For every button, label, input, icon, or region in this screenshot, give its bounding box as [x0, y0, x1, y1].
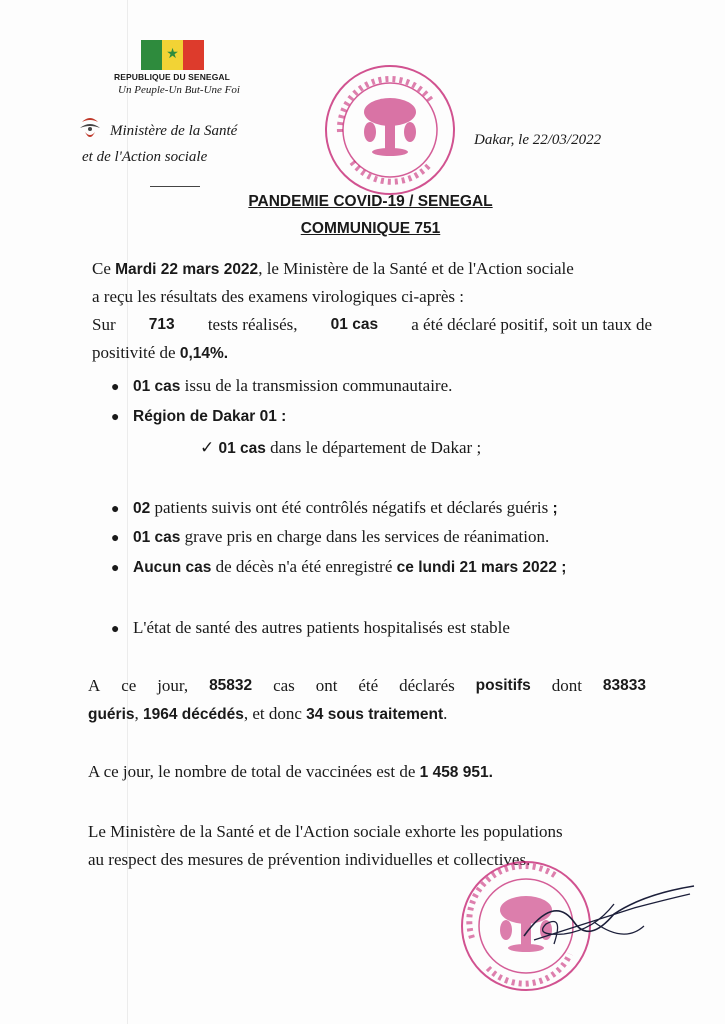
totals-paragraph — [88, 672, 646, 729]
totals-line-1: A ce jour, 85832 cas ont été déclarés positifs dont 83833 — [88, 672, 646, 700]
checkmark-icon: ✓ — [200, 438, 215, 457]
official-stamp-top — [322, 62, 458, 198]
communique-number: COMMUNIQUE 751 — [300, 220, 441, 237]
intro-date: Mardi 22 mars 2022 — [115, 261, 259, 278]
bullet-deaths: ● Aucun cas de décès n'a été enregistré ce lundi 21 mars 2022 ; — [111, 557, 567, 576]
document-title: PANDEMIE COVID-19 / SENEGAL — [248, 193, 493, 210]
ministry-name — [82, 118, 238, 170]
bullet-icon: ● — [111, 561, 120, 576]
republic-label: REPUBLIQUE DU SENEGAL — [114, 72, 230, 82]
ministry-name-line1: Ministère de la Santé — [110, 123, 238, 139]
flag-red-band — [183, 40, 204, 70]
closing-line-1: Le Ministère de la Santé et de l'Action sociale exhorte les populations — [88, 822, 563, 841]
tests-count: 713 — [148, 316, 175, 333]
senegal-flag — [141, 40, 204, 70]
signature — [494, 874, 704, 964]
total-recovered: 83833 — [602, 677, 646, 694]
closing-line-2: au respect des mesures de prévention individuelles et collectives. — [88, 850, 531, 869]
positivity-rate: 0,14%. — [179, 345, 229, 362]
intro-line-3: Sur 713 tests réalisés, 01 cas a été déclaré positif, soit un taux de — [92, 315, 652, 334]
flag-yellow-band — [162, 40, 183, 70]
totals-line-2: guéris, 1964 décédés, et donc 34 sous traitement. — [88, 704, 448, 723]
intro-line-1: Ce Mardi 22 mars 2022, le Ministère de la Santé et de l'Action sociale — [92, 259, 574, 278]
ministry-underline — [150, 186, 200, 187]
bullet-icon: ● — [111, 380, 120, 395]
national-motto: Un Peuple-Un But-Une Foi — [118, 84, 240, 96]
bullet-hospitalized-status: ● L'état de santé des autres patients hospitalisés est stable — [111, 618, 510, 637]
bullet-icon: ● — [111, 531, 120, 546]
positive-cases: 01 cas — [330, 316, 379, 333]
vaccinated-total: 1 458 951. — [419, 764, 493, 781]
dateline: Dakar, le 22/03/2022 — [474, 132, 602, 148]
intro-line-4: positivité de 0,14%. — [92, 343, 229, 362]
bullet-dakar-region: ● Région de Dakar 01 : — [111, 408, 287, 425]
ministry-logo-icon — [76, 116, 104, 142]
flag-star-icon: ★ — [166, 46, 179, 62]
intro-paragraph — [92, 258, 652, 363]
check-dakar-department: ✓ 01 cas dans le département de Dakar ; — [200, 438, 482, 457]
bullet-icon: ● — [111, 502, 120, 517]
intro-line-2: a reçu les résultats des examens virologiques ci-après : — [92, 287, 464, 306]
bullet-recovered: ● 02 patients suivis ont été contrôlés négatifs et déclarés guéris ; — [111, 498, 558, 517]
bullet-icon: ● — [111, 622, 120, 637]
flag-green-band — [141, 40, 162, 70]
bullet-community-transmission: ● 01 cas issu de la transmission communautaire. — [111, 376, 453, 395]
bullet-severe-cases: ● 01 cas grave pris en charge dans les services de réanimation. — [111, 527, 550, 546]
ministry-name-line2: et de l'Action sociale — [82, 149, 208, 165]
vaccination-paragraph: A ce jour, le nombre de total de vaccinées est de 1 458 951. — [88, 762, 493, 781]
bullet-icon: ● — [111, 410, 120, 425]
total-deaths: 1964 décédés — [143, 706, 244, 723]
under-treatment: 34 sous traitement — [306, 706, 444, 723]
total-cases: 85832 — [209, 677, 253, 694]
